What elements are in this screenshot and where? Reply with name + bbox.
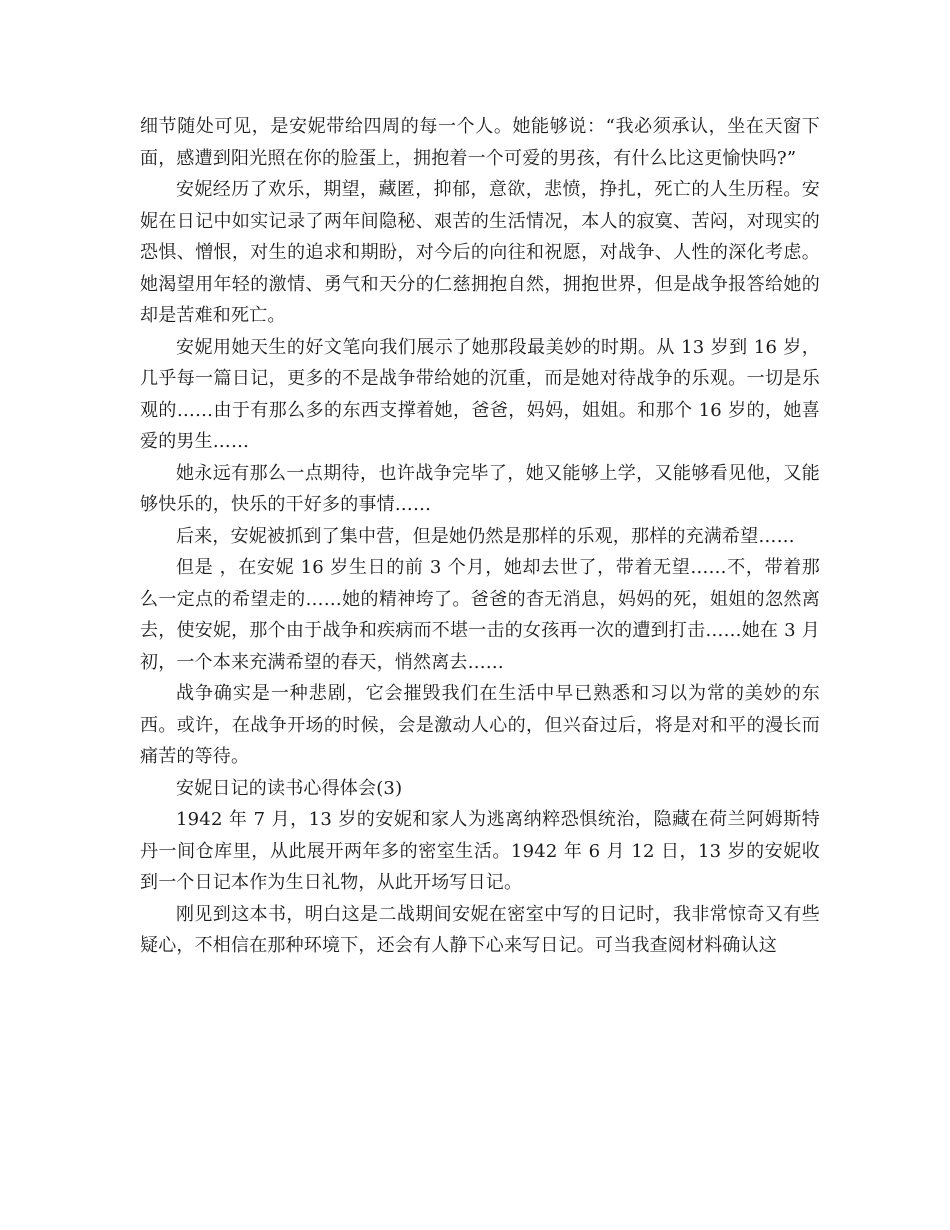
paragraph-first-impression: 刚见到这本书，明白这是二战期间安妮在密室中写的日记时，我非常惊奇又有些疑心，不相信在那种环境下，还会有人静下心来写日记。可当我查阅材料确认这 — [140, 903, 820, 956]
paragraph-life-journey: 安妮经历了欢乐，期望，藏匿，抑郁，意欲，悲愤，挣扎，死亡的人生历程。安妮在日记中如实记录了两年间隐秘、艰苦的生活情况，本人的寂寞、苦闷，对现实的恐惧、憎恨，对生的追求和期盼，对今后的向往和祝愿，对战争、人性的深化考虑。她渴望用年轻的激情、勇气和天分的仁慈拥抱自然，拥抱世界，但是战争报答给她的却是苦难和死亡。 — [140, 179, 820, 326]
section-heading: 安妮日记的读书心得体会(3) — [176, 777, 403, 799]
paragraph-death: 但是 ，在安妮 16 岁生日的前 3 个月，她却去世了，带着无望……不，带着那么一定点的希望走的……她的精神垮了。爸爸的杳无消息，妈妈的死，姐姐的忽然离去，使安妮，那个由于战争和疾病而不堪一击的女孩再一次的遭到打击……她在 3 月初，一个本来充满希望的春天，悄然离去…… — [140, 557, 820, 673]
paragraph-continuation: 细节随处可见，是安妮带给四周的每一个人。她能够说：“我必须承认，坐在天窗下面，感遭到阳光照在你的脸蛋上，拥抱着一个可爱的男孩，有什么比这更愉快吗?” — [140, 116, 820, 169]
paragraph-expectation: 她永远有那么一点期待，也许战争完毕了，她又能够上学，又能够看见他，又能够快乐的，快乐的干好多的事情…… — [140, 462, 820, 515]
paragraph-concentration-camp: 后来，安妮被抓到了集中营，但是她仍然是那样的乐观，那样的充满希望…… — [176, 525, 795, 547]
document-body — [140, 111, 820, 962]
paragraph-writing-talent: 安妮用她天生的好文笔向我们展示了她那段最美妙的时期。从 13 岁到 16 岁，几乎每一篇日记，更多的不是战争带给她的沉重，而是她对待战争的乐观。一切是乐观的……由于有那么多的东西支撑着她，爸爸，妈妈，姐姐。和那个 16 岁的，她喜爱的男生…… — [140, 336, 820, 452]
paragraph-war-tragedy: 战争确实是一种悲剧，它会摧毁我们在生活中早已熟悉和习以为常的美妙的东西。或许，在战争开场的时候，会是激动人心的，但兴奋过后，将是对和平的漫长而痛苦的等待。 — [140, 683, 820, 767]
paragraph-1942-background: 1942 年 7 月，13 岁的安妮和家人为逃离纳粹恐惧统治，隐藏在荷兰阿姆斯特丹一间仓库里，从此展开两年多的密室生活。1942 年 6 月 12 日，13 岁的安妮收到一个日记本作为生日礼物，从此开场写日记。 — [140, 809, 820, 893]
